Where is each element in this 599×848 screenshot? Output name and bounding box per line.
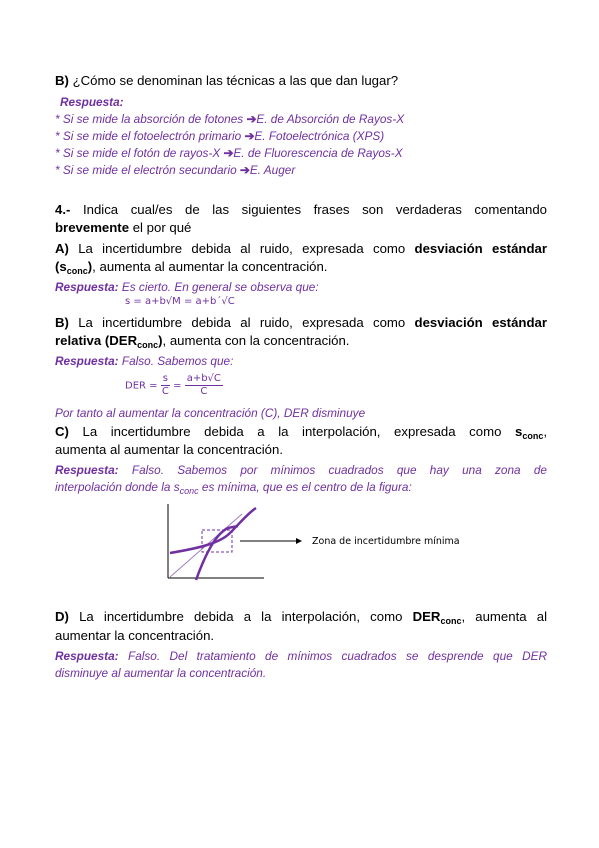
fraction: $\frac{s}{C}$ (161, 373, 169, 397)
q4C-answer-line1: Respuesta: Falso. Sabemos por mínimos cuadrados que hay una zona de (55, 463, 547, 477)
q4C-line2: aumenta al aumentar la concentración. (55, 442, 283, 457)
q4C-answer-line2: interpolación donde la $s_{conc}$ es mínima, que es el centro de la figura: (55, 480, 412, 496)
q4D-line2: aumentar la concentración. (55, 628, 215, 643)
q4B-line2: relativa $(DER_{conc})$, aumenta con la concentración. (55, 333, 350, 350)
partB-item-2: * Si se mide el fotoelectrón primario ➔E. Fotoelectrónica (XPS) (55, 129, 385, 143)
q4-intro-line2: brevemente el por qué (55, 220, 192, 235)
q4B-formula: DER = $\frac{s}{C}$ = $\frac{a+b√C}{C}$ (125, 373, 221, 397)
arrow-icon: ➔ (239, 163, 250, 177)
fraction: $\frac{a+b√C}{C}$ (186, 373, 221, 397)
q4B-answer: Respuesta: Falso. Sabemos que: (55, 354, 234, 368)
partB-item-1: * Si se mide la absorción de fotones ➔E. de Absorción de Rayos-X (55, 112, 405, 126)
q4A-line2: $(s_{conc})$, aumenta al aumentar la concentración. (55, 259, 328, 276)
q4D-answer-line2: disminuye al aumentar la concentración. (55, 666, 267, 680)
q4A-answer: Respuesta: Es cierto. En general se observa que: (55, 280, 319, 294)
arrow-icon: ➔ (246, 112, 257, 126)
q4B-line1: B) La incertidumbre debida al ruido, expresada como desviación estándar (55, 315, 547, 330)
q4-number: 4.- (55, 202, 71, 217)
partB-answer-label: Respuesta: (60, 95, 124, 109)
partB-question-text: ¿Cómo se denominan las técnicas a las que dan lugar? (72, 73, 399, 88)
partB-item-3: * Si se mide el fotón de rayos-X ➔E. de Fluorescencia de Rayos-X (55, 146, 403, 160)
q4D-answer-line1: Respuesta: Falso. Del tratamiento de mínimos cuadrados se desprende que DER (55, 649, 547, 663)
lower-confidence-curve (196, 526, 238, 580)
partB-question (55, 72, 547, 90)
q4A-formula: s = a+b√M = a+b´√C (125, 296, 235, 307)
arrow-icon: ➔ (223, 146, 234, 160)
q4A-line1: A) La incertidumbre debida al ruido, expresada como desviación estándar (55, 241, 547, 256)
q4D-line1: D) La incertidumbre debida a la interpolación, como $DER_{conc}$, aumenta al (55, 609, 548, 626)
partB-item-4: * Si se mide el electrón secundario ➔E. Auger (55, 163, 296, 177)
figure-label: Zona de incertidumbre mínima (312, 536, 460, 547)
partB-label: B) (55, 73, 69, 88)
arrow-icon: ➔ (244, 129, 255, 143)
pointer-arrowhead (296, 538, 302, 544)
interpolation-figure (160, 498, 310, 582)
q4C-line1: C) La incertidumbre debida a la interpolación, expresada como $s_{conc}$, (55, 424, 547, 441)
q4B-conclusion: Por tanto al aumentar la concentración (C), DER disminuye (55, 406, 366, 420)
q4-intro-line1: 4.- Indica cual/es de las siguientes frases son verdaderas comentando (55, 202, 547, 217)
